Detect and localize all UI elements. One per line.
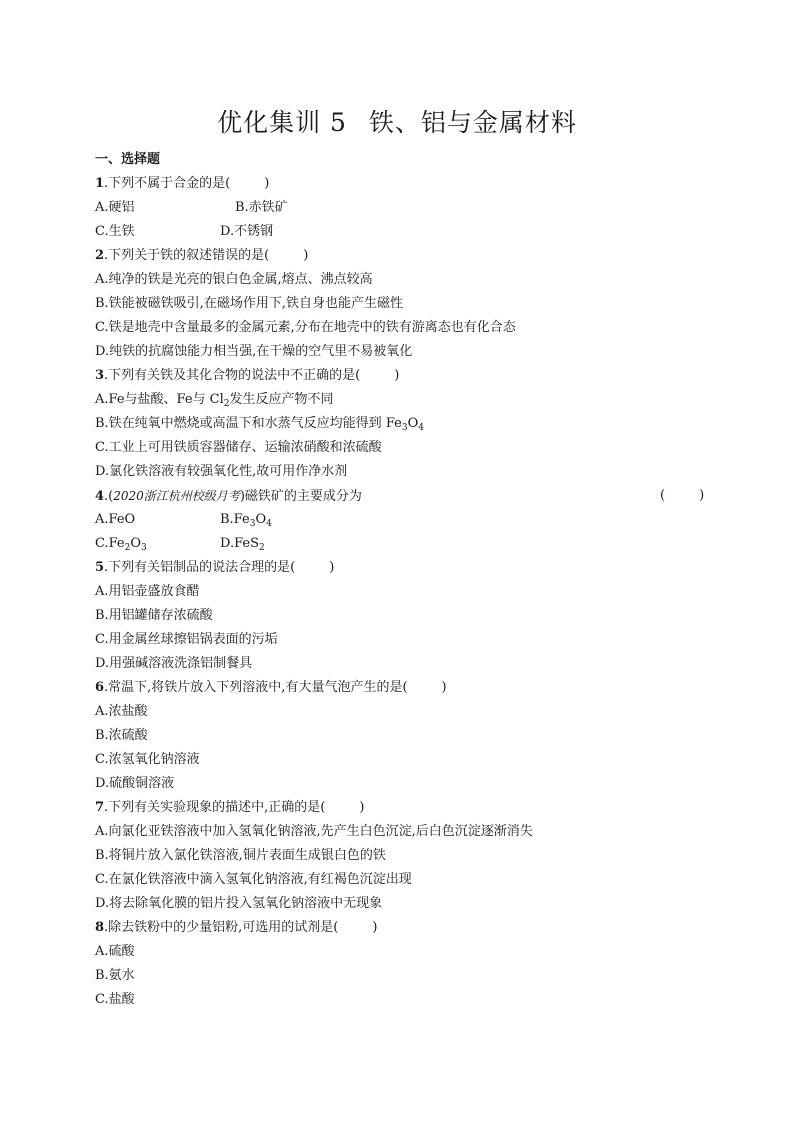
question-stem bbox=[95, 796, 705, 820]
question-number: 1 bbox=[95, 176, 105, 191]
option-b: B.铁能被磁铁吸引,在磁场作用下,铁自身也能产生磁性 bbox=[95, 296, 403, 311]
option-c: C.工业上可用铁质容器储存、运输浓硝酸和浓硫酸 bbox=[95, 440, 382, 455]
option-a: A.FeO bbox=[95, 512, 136, 527]
question-text: .除去铁粉中的少量铝粉,可选用的试剂是( bbox=[104, 920, 339, 935]
option-b: B.浓硫酸 bbox=[95, 728, 148, 743]
answer-paren: ( ) bbox=[660, 488, 705, 503]
question-stem: 4.(2020浙江杭州校级月考)磁铁矿的主要成分为 ( ) bbox=[95, 484, 705, 508]
answer-paren-close: ) bbox=[441, 680, 447, 695]
answer-paren-close: ) bbox=[264, 176, 270, 191]
question-number: 7 bbox=[95, 800, 105, 815]
question-text: .下列有关实验现象的描述中,正确的是( bbox=[104, 800, 326, 815]
section-heading: 一、选择题 bbox=[95, 152, 161, 167]
option-a: A.浓盐酸 bbox=[95, 704, 148, 719]
question-number: 2 bbox=[95, 248, 105, 263]
question-number: 5 bbox=[95, 560, 105, 575]
question-stem bbox=[95, 556, 705, 580]
question-list bbox=[95, 148, 705, 1012]
question-text: .下列有关铝制品的说法合理的是( bbox=[104, 560, 296, 575]
option-a: A.硬铝 bbox=[95, 200, 135, 215]
option-a: A.用铝壶盛放食醋 bbox=[95, 584, 200, 599]
question-stem bbox=[95, 244, 705, 268]
option-row bbox=[95, 532, 705, 556]
option-row bbox=[95, 220, 705, 244]
answer-paren-close: ) bbox=[329, 560, 335, 575]
option-d: D.氯化铁溶液有较强氧化性,故可用作净水剂 bbox=[95, 464, 348, 479]
answer-paren-close: ) bbox=[394, 368, 400, 383]
question-text: .下列有关铁及其化合物的说法中不正确的是( bbox=[104, 368, 361, 383]
option-c: $C.Fe_2O_3$ bbox=[95, 536, 147, 553]
question-number: 4 bbox=[95, 489, 105, 504]
option-d: D.纯铁的抗腐蚀能力相当强,在干燥的空气里不易被氧化 bbox=[95, 344, 413, 359]
answer-paren-close: ) bbox=[372, 920, 378, 935]
question-text: .下列关于铁的叙述错误的是( bbox=[104, 248, 270, 263]
question-number: 6 bbox=[95, 680, 105, 695]
question-number: 8 bbox=[95, 920, 105, 935]
option-b: B.氨水 bbox=[95, 968, 135, 983]
option-c: C.浓氢氧化钠溶液 bbox=[95, 752, 200, 767]
option-b: $B.Fe_3O_4$ bbox=[220, 512, 272, 529]
option-d: D.用强碱溶液洗涤铝制餐具 bbox=[95, 656, 253, 671]
question-stem bbox=[95, 676, 705, 700]
question-stem bbox=[95, 364, 705, 388]
option-d: D.不锈钢 bbox=[220, 224, 274, 239]
option-c: C.用金属丝球擦铝锅表面的污垢 bbox=[95, 632, 278, 647]
question-text: .常温下,将铁片放入下列溶液中,有大量气泡产生的是( bbox=[104, 680, 408, 695]
option-row bbox=[95, 508, 705, 532]
option-b: B.赤铁矿 bbox=[235, 200, 288, 215]
question-source: 2020浙江杭州校级月考 bbox=[113, 489, 240, 503]
question-number: 3 bbox=[95, 368, 105, 383]
option-row bbox=[95, 196, 705, 220]
option-a: A.Fe与盐酸、Fe与 $Cl_2$发生反应产物不同 bbox=[95, 392, 334, 409]
option-c: C.生铁 bbox=[95, 224, 135, 239]
option-c: C.铁是地壳中含量最多的金属元素,分布在地壳中的铁有游离态也有化合态 bbox=[95, 320, 516, 335]
option-a: A.向氯化亚铁溶液中加入氢氧化钠溶液,先产生白色沉淀,后白色沉淀逐渐消失 bbox=[95, 824, 533, 839]
answer-paren-close: ) bbox=[303, 248, 309, 263]
option-d: D.FeS$_2$ bbox=[220, 536, 265, 553]
title-main: 优化集训 5 bbox=[217, 108, 347, 137]
question-text: .下列不属于合金的是( bbox=[104, 176, 231, 191]
option-c: C.盐酸 bbox=[95, 992, 135, 1007]
option-c: C.在氯化铁溶液中滴入氢氧化钠溶液,有红褐色沉淀出现 bbox=[95, 872, 412, 887]
option-d: D.硫酸铜溶液 bbox=[95, 776, 175, 791]
option-b: B.铁在纯氧中燃烧或高温下和水蒸气反应均能得到 $Fe_3O_4$ bbox=[95, 416, 424, 433]
option-a: A.纯净的铁是光亮的银白色金属,熔点、沸点较高 bbox=[95, 272, 373, 287]
answer-paren-close: ) bbox=[359, 800, 365, 815]
page-title bbox=[0, 103, 794, 139]
question-stem bbox=[95, 172, 705, 196]
option-d: D.将去除氧化膜的铝片投入氢氧化钠溶液中无现象 bbox=[95, 896, 383, 911]
title-sub: 铁、铝与金属材料 bbox=[368, 108, 577, 137]
option-a: A.硫酸 bbox=[95, 944, 135, 959]
option-b: B.用铝罐储存浓硫酸 bbox=[95, 608, 213, 623]
question-stem bbox=[95, 916, 705, 940]
option-b: B.将铜片放入氯化铁溶液,铜片表面生成银白色的铁 bbox=[95, 848, 386, 863]
